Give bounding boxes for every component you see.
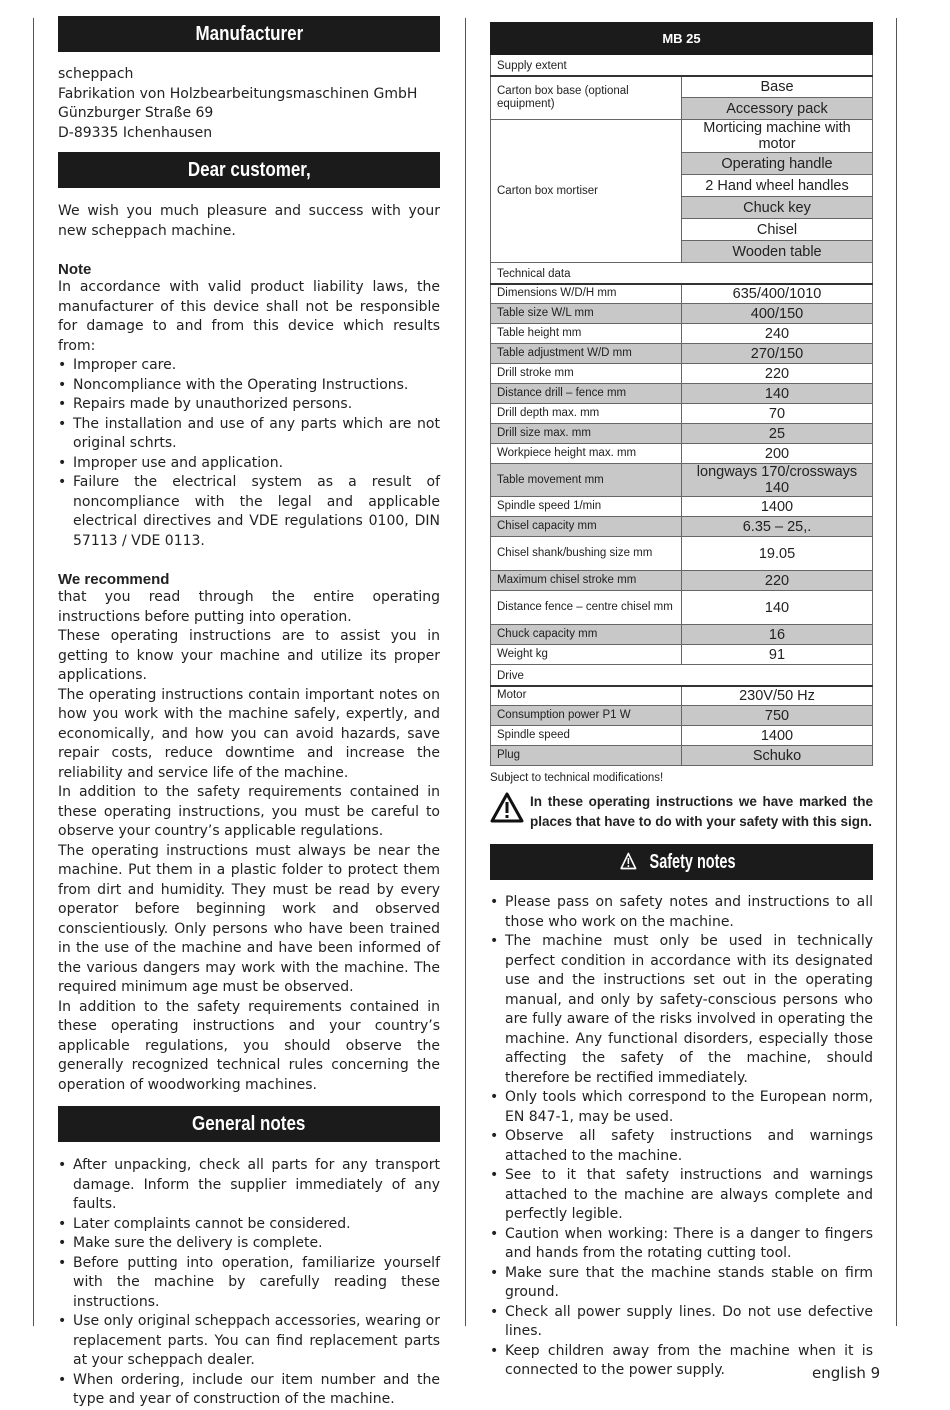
postal-city: D-89335 Ichenhausen: [58, 124, 213, 141]
recommend-paragraph: In addition to the safety requirements contained in these operating instructions and your country’s applicable regulations, you should observe the generally recognized technical rules concerning the operation of woodworking machines.: [58, 998, 440, 1093]
spec-label: Motor: [491, 686, 682, 706]
table-row: [491, 120, 873, 153]
table-row: [491, 76, 873, 98]
spec-label: Chisel shank/bushing size mm: [491, 537, 682, 571]
list-item: • After unpacking, check all parts for any transport damage. Inform the supplier immediately of any faults.: [58, 1156, 440, 1215]
supply-extent-title: Supply extent: [491, 55, 873, 76]
street-address: Günzburger Straße 69: [58, 105, 214, 121]
recommend-paragraph: The operating instructions must always be near the machine. Put them in a plastic folder to protect them from dirt and humidity. They must be read by every operator before beginning work and observed conscientiously. Only persons who have been trained in the use of the machine and have been informed of the various dangers may work with the machine. The required minimum age must be observed.: [58, 842, 440, 995]
list-item: • Only tools which correspond to the European norm, EN 847-1, may be used.: [490, 1088, 873, 1127]
spec-label: Consumption power P1 W: [491, 706, 682, 726]
general-notes-list: [58, 1156, 440, 1410]
list-item: • Failure the electrical system as a result of noncompliance with the legal and applicable electrical directives and VDE regulations 0100, DIN 57113 / VDE 0113.: [58, 473, 440, 551]
spec-value: 1400: [682, 726, 873, 746]
table-row: [491, 304, 873, 324]
list-item: • Improper care.: [58, 356, 440, 376]
recommend-paragraph: that you read through the entire operating instructions before putting into operation.: [58, 589, 440, 625]
table-row: [491, 404, 873, 424]
company-name: scheppach: [58, 66, 134, 82]
warning-icon: [620, 852, 637, 870]
spec-value: 750: [682, 706, 873, 726]
table-row: [491, 645, 873, 665]
spec-value: 70: [682, 404, 873, 424]
table-row: [491, 591, 873, 625]
spec-label: Chuck capacity mm: [491, 625, 682, 645]
table-title-row: [491, 23, 873, 55]
list-item: • See to it that safety instructions and warnings attached to the machine are always complete and perfectly legible.: [490, 1166, 873, 1225]
spec-value: 91: [682, 645, 873, 665]
supply-item: Operating handle: [682, 153, 873, 175]
table-row: [491, 464, 873, 497]
list-item: • Use only original scheppach accessories, wearing or replacement parts. You can find replacement parts at your scheppach dealer.: [58, 1312, 440, 1371]
spec-label: Dimensions W/D/H mm: [491, 284, 682, 304]
spec-value: 220: [682, 571, 873, 591]
spec-table: [490, 22, 873, 766]
supply-item: Accessory pack: [682, 98, 873, 120]
table-row: [491, 344, 873, 364]
general-notes-heading: General notes: [58, 1106, 440, 1142]
table-row: [491, 324, 873, 344]
manufacturer-address: [58, 65, 440, 143]
spec-value: longways 170/crossways 140: [682, 464, 873, 497]
recommend-paragraph: In addition to the safety requirements contained in these operating instructions, you must be careful to observe your country’s applicable regulations.: [58, 784, 440, 839]
spec-value: 19.05: [682, 537, 873, 571]
list-item: • Later complaints cannot be considered.: [58, 1215, 440, 1235]
spec-label: Table movement mm: [491, 464, 682, 497]
right-column: [490, 22, 873, 1381]
safety-sign-notice: [490, 792, 873, 832]
spec-value: 400/150: [682, 304, 873, 324]
spec-value: 270/150: [682, 344, 873, 364]
table-row: [491, 364, 873, 384]
drive-row: [491, 665, 873, 686]
spec-label: Spindle speed 1/min: [491, 497, 682, 517]
table-row: [491, 571, 873, 591]
spec-value: 635/400/1010: [682, 284, 873, 304]
spec-value: 6.35 – 25,.: [682, 517, 873, 537]
spec-label: Distance drill – fence mm: [491, 384, 682, 404]
table-row: [491, 517, 873, 537]
left-margin-rule: [33, 18, 34, 1326]
spec-value: 140: [682, 591, 873, 625]
table-row: [491, 686, 873, 706]
supply-item: 2 Hand wheel handles: [682, 175, 873, 197]
recommend-paragraph: The operating instructions contain important notes on how you work with the machine safely, expertly, and economically, and how you can avoid hazards, save repair costs, reduce downtime and increase the reliability and service life of the machine.: [58, 686, 440, 781]
carton-base-label: Carton box base (optional equipment): [491, 76, 682, 120]
spec-label: Maximum chisel stroke mm: [491, 571, 682, 591]
list-item: • Noncompliance with the Operating Instructions.: [58, 376, 440, 396]
list-item: • Make sure the delivery is complete.: [58, 1234, 440, 1254]
list-item: • Improper use and application.: [58, 454, 440, 474]
warning-triangle-icon: [490, 792, 524, 824]
note-text: In accordance with valid product liability laws, the manufacturer of this device shall not be responsible for damage to and from this device which results from:: [58, 279, 440, 354]
spec-label: Distance fence – centre chisel mm: [491, 591, 682, 625]
list-item: • Caution when working: There is a danger to fingers and hands from the rotating cutting tool.: [490, 1225, 873, 1264]
list-item: • Keep children away from the machine when it is connected to the power supply.: [490, 1342, 873, 1381]
note-list: [58, 356, 440, 551]
table-row: [491, 726, 873, 746]
spec-value: 140: [682, 384, 873, 404]
list-item: • The machine must only be used in technically perfect condition in accordance with its designated use and the instructions set out in the operating manual, and only by safety-conscious persons who are fully aware of the risks involved in operating the machine. Any functional disorders, especially those affecting the safety of the machine, should therefore be rectified immediately.: [490, 932, 873, 1088]
safety-notes-title: Safety notes: [649, 851, 736, 873]
table-row: [491, 444, 873, 464]
list-item: • When ordering, include our item number and the type and year of construction of the machine.: [58, 1371, 440, 1410]
table-row: [491, 284, 873, 304]
supply-item: Chuck key: [682, 197, 873, 219]
spec-label: Chisel capacity mm: [491, 517, 682, 537]
spec-label: Drill size max. mm: [491, 424, 682, 444]
spec-label: Drill depth max. mm: [491, 404, 682, 424]
safety-notes-heading: [490, 844, 873, 880]
spec-value: 240: [682, 324, 873, 344]
supply-item: Morticing machine with motor: [682, 120, 873, 153]
technical-modifications-note: Subject to technical modifications!: [490, 772, 664, 784]
supply-item: Chisel: [682, 219, 873, 241]
supply-extent-row: [491, 55, 873, 76]
list-item: • Before putting into operation, familiarize yourself with the machine by carefully reading these instructions.: [58, 1254, 440, 1313]
list-item: • Check all power supply lines. Do not use defective lines.: [490, 1303, 873, 1342]
supply-item: Base: [682, 76, 873, 98]
manufacturer-heading: Manufacturer: [58, 16, 440, 52]
spec-label: Table size W/L mm: [491, 304, 682, 324]
list-item: • Repairs made by unauthorized persons.: [58, 395, 440, 415]
left-column: [58, 16, 440, 1410]
spec-label: Table height mm: [491, 324, 682, 344]
spec-value: 220: [682, 364, 873, 384]
spec-value: 230V/50 Hz: [682, 686, 873, 706]
company-full-name: Fabrikation von Holzbearbeitungsmaschinen GmbH: [58, 85, 418, 102]
spec-value: Schuko: [682, 746, 873, 766]
list-item: • The installation and use of any parts which are not original schrts.: [58, 415, 440, 454]
recommend-title: We recommend: [58, 571, 170, 588]
spec-value: 16: [682, 625, 873, 645]
carton-mortiser-label: Carton box mortiser: [491, 120, 682, 263]
spec-label: Workpiece height max. mm: [491, 444, 682, 464]
spec-value: 25: [682, 424, 873, 444]
table-row: [491, 424, 873, 444]
table-row: [491, 746, 873, 766]
table-row: [491, 706, 873, 726]
technical-data-title: Technical data: [491, 263, 873, 284]
spec-label: Table adjustment W/D mm: [491, 344, 682, 364]
table-row: [491, 537, 873, 571]
spec-value: 200: [682, 444, 873, 464]
center-column-rule: [465, 18, 466, 1326]
spec-value: 1400: [682, 497, 873, 517]
spec-label: Weight kg: [491, 645, 682, 665]
safety-notes-list: [490, 893, 873, 1381]
table-row: [491, 625, 873, 645]
note-title: Note: [58, 261, 92, 278]
table-row: [491, 497, 873, 517]
page-number: english 9: [812, 1364, 881, 1382]
list-item: • Make sure that the machine stands stable on firm ground.: [490, 1264, 873, 1303]
list-item: • Observe all safety instructions and warnings attached to the machine.: [490, 1127, 873, 1166]
spec-label: Drill stroke mm: [491, 364, 682, 384]
dear-customer-heading: Dear customer,: [58, 152, 440, 188]
recommend-paragraph: These operating instructions are to assist you in getting to know your machine and utilize its proper applications.: [58, 628, 440, 683]
list-item: • Please pass on safety notes and instructions to all those who work on the machine.: [490, 893, 873, 932]
supply-item: Wooden table: [682, 241, 873, 263]
model-name: MB 25: [491, 23, 873, 55]
intro-text: We wish you much pleasure and success with your new scheppach machine.: [58, 203, 440, 239]
table-row: [491, 384, 873, 404]
spec-label: Plug: [491, 746, 682, 766]
spec-label: Spindle speed: [491, 726, 682, 746]
drive-title: Drive: [491, 665, 873, 686]
technical-data-row: [491, 263, 873, 284]
safety-sign-text: In these operating instructions we have marked the places that have to do with your safety with this sign.: [530, 794, 873, 829]
right-margin-rule: [896, 18, 897, 1326]
